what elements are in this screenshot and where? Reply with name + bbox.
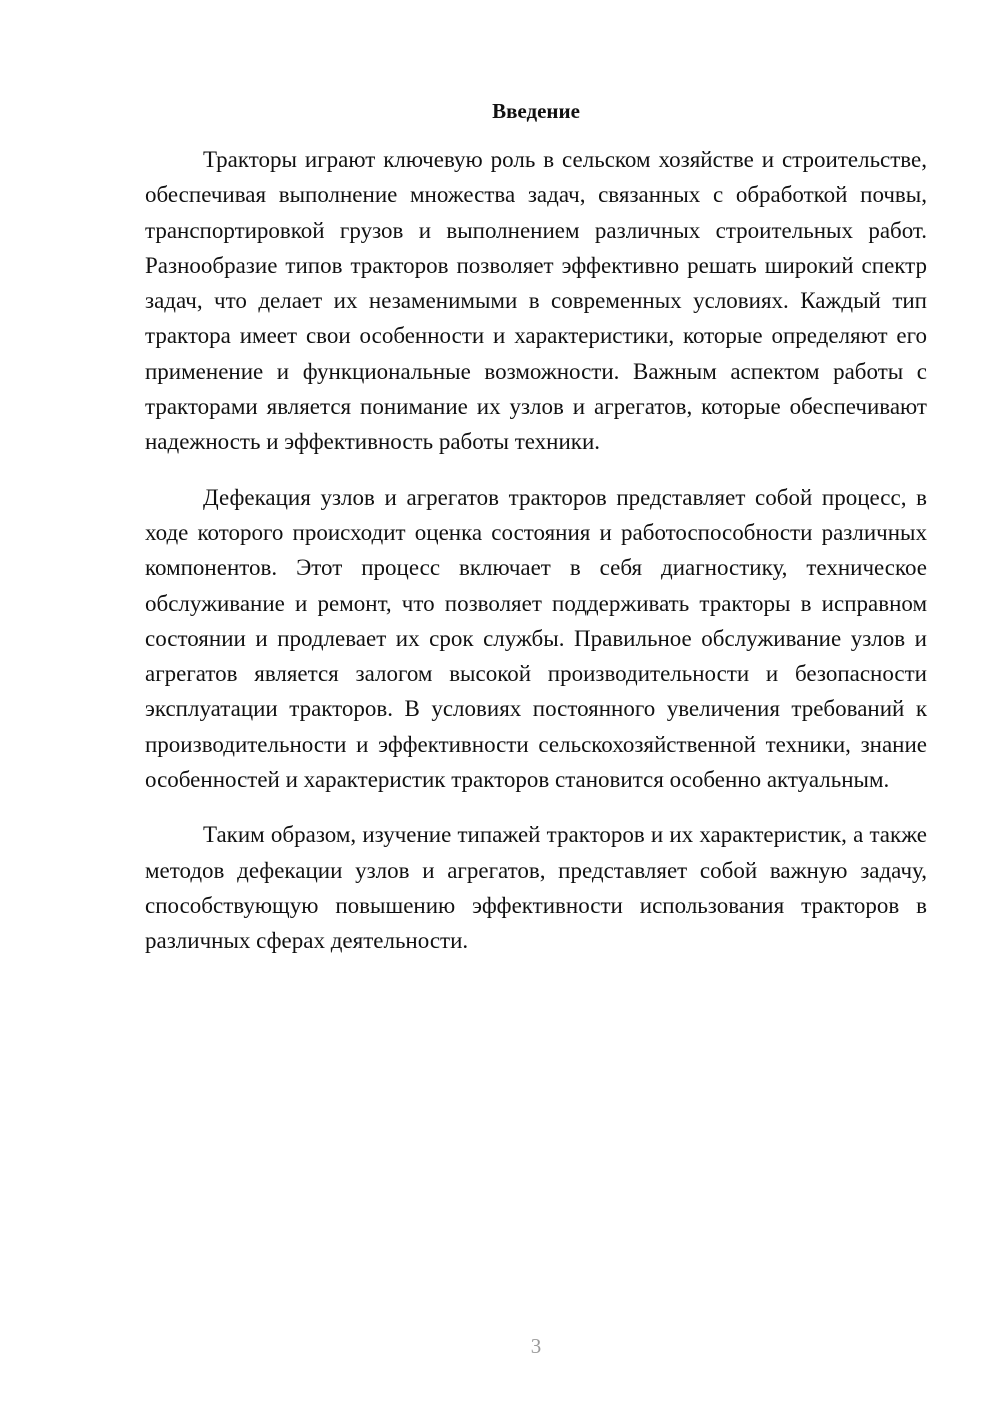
- section-heading: Введение: [492, 99, 580, 123]
- paragraph-2: Дефекация узлов и агрегатов тракторов представляет собой процесс, в ходе которого происходит оценка состояния и работоспособности различных компонентов. Этот процесс включает в себя диагностику, техническое обслуживание и ремонт, что позволяет поддерживать тракторы в исправном состоянии и продлевает их срок службы. Правильное обслуживание узлов и агрегатов является залогом высокой производительности и безопасности эксплуатации тракторов. В условиях постоянного увеличения требований к производительности и эффективности сельскохозяйственной техники, знание особенностей и характеристик тракторов становится особенно актуальным.: [145, 484, 927, 793]
- body-text: [145, 142, 927, 979]
- paragraph-1: Тракторы играют ключевую роль в сельском хозяйстве и строительстве, обеспечивая выполнение множества задач, связанных с обработкой почвы, транспортировкой грузов и выполнением различных строительных работ. Разнообразие типов тракторов позволяет эффективно решать широкий спектр задач, что делает их незаменимыми в современных условиях. Каждый тип трактора имеет свои особенности и характеристики, которые определяют его применение и функциональные возможности. Важным аспектом работы с тракторами является понимание их узлов и агрегатов, которые обеспечивают надежность и эффективность работы техники.: [145, 147, 927, 455]
- page-number: 3: [530, 1334, 542, 1358]
- paragraph-3: Таким образом, изучение типажей тракторов и их характеристик, а также методов дефекации узлов и агрегатов, представляет собой важную задачу, способствующую повышению эффективности использования тракторов в различных сферах деятельности.: [145, 822, 927, 954]
